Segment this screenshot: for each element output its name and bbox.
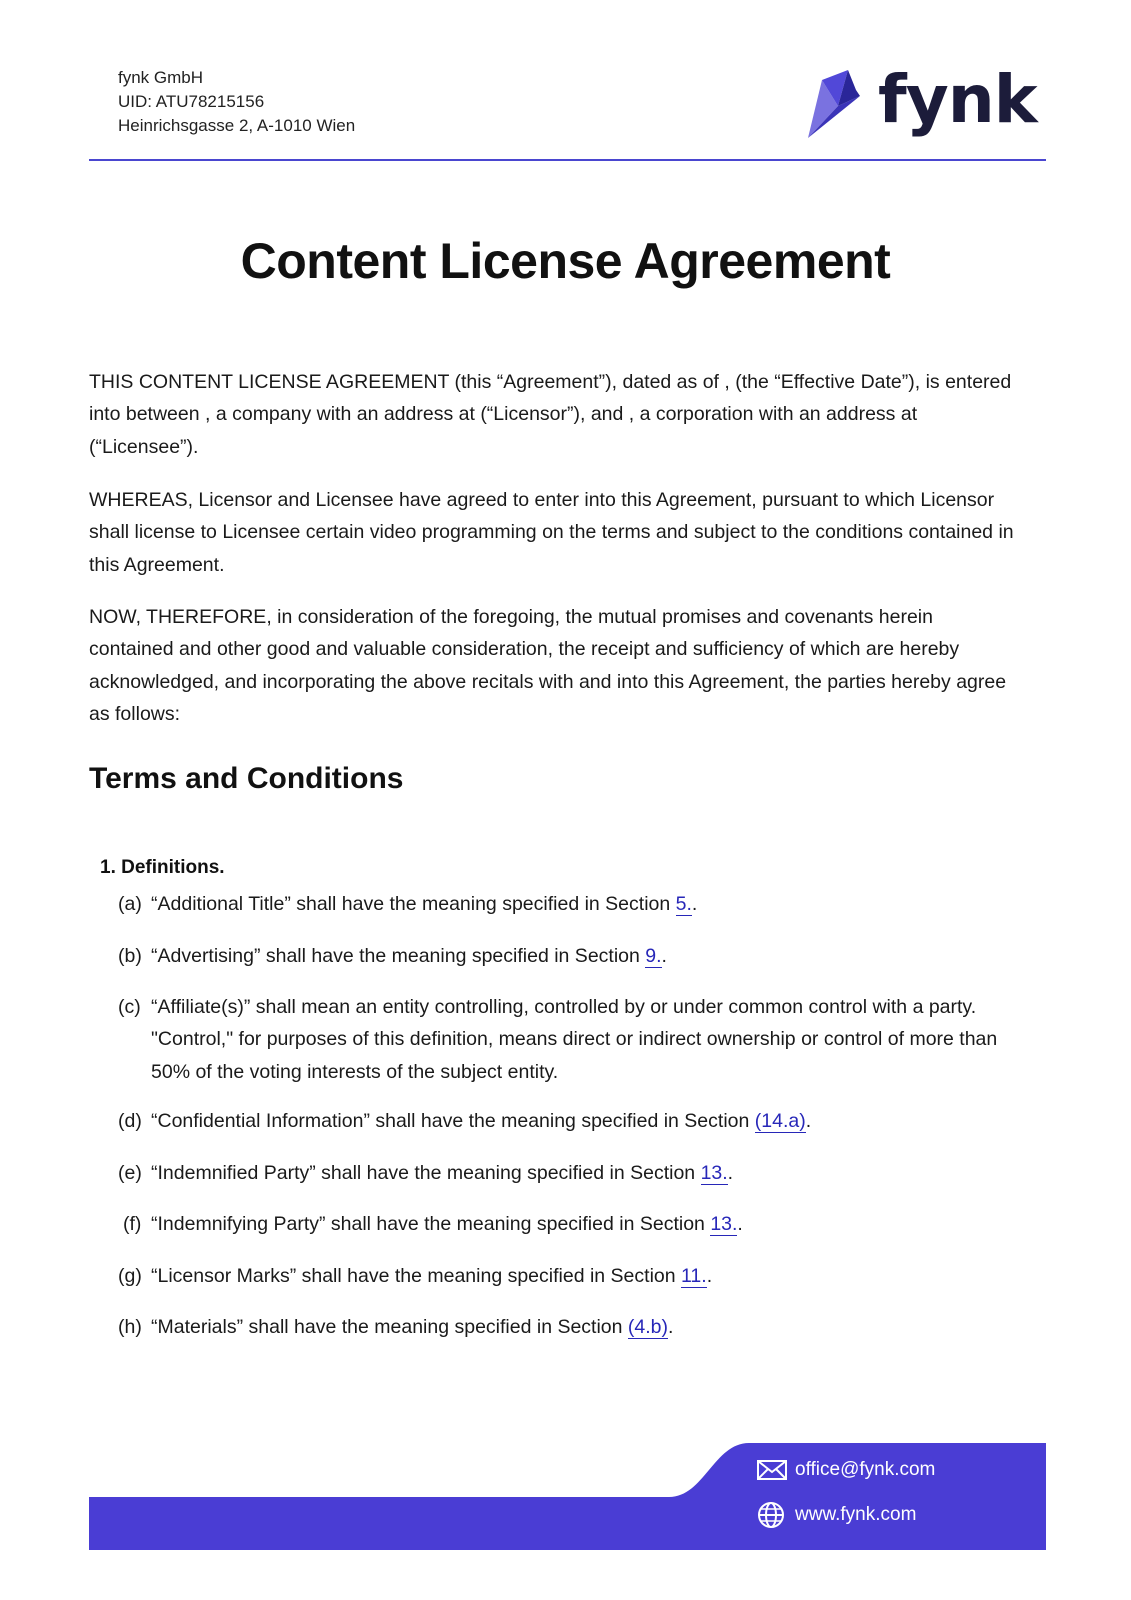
definition-item: [118, 1105, 1038, 1137]
company-address: Heinrichsgasse 2, A-1010 Wien: [118, 116, 356, 135]
definition-item: [118, 1208, 1038, 1240]
section-reference-link[interactable]: 13.: [710, 1213, 738, 1235]
section-heading: Terms and Conditions: [89, 762, 404, 795]
definition-item: [118, 940, 1038, 972]
definition-end: .: [737, 1213, 743, 1235]
page-title: Content License Agreement: [240, 233, 891, 289]
section-reference-link[interactable]: 5.: [675, 893, 692, 915]
section-reference-link[interactable]: 11.: [681, 1265, 707, 1287]
definition-end: .: [661, 945, 667, 967]
definition-text: “Indemnifying Party” shall have the meaning specified in Section: [151, 1213, 711, 1235]
definition-letter: (g): [118, 1265, 142, 1287]
definition-letter: (a): [118, 893, 142, 915]
definition-text: “Additional Title” shall have the meaning specified in Section: [151, 893, 676, 915]
definition-item: [118, 1311, 1038, 1343]
definition-item: [118, 1260, 1038, 1292]
email-text: office@fynk.com: [795, 1459, 936, 1480]
definition-item: [118, 888, 1038, 920]
company-info: [118, 66, 355, 138]
definition-text: “Indemnified Party” shall have the meaning specified in Section: [151, 1162, 701, 1184]
definition-letter: (e): [118, 1162, 142, 1184]
section-reference-link[interactable]: 13.: [700, 1162, 728, 1184]
logo-wordmark: fynk: [878, 61, 1037, 138]
definition-item: [118, 991, 1038, 1088]
globe-icon: [757, 1501, 789, 1529]
footer-website[interactable]: [757, 1500, 916, 1530]
definition-end: .: [805, 1110, 812, 1132]
section-reference-link[interactable]: (14.a): [754, 1110, 806, 1132]
definition-text: “Affiliate(s)” shall mean an entity controlling, controlled by or under common control with a party. "Control," for purposes of this definition, means direct or indirect ownership or control of more than 50% of the voting interests of the subject entity.: [151, 996, 998, 1083]
definition-text: “Licensor Marks” shall have the meaning specified in Section: [151, 1265, 682, 1287]
section-reference-link[interactable]: 9.: [645, 945, 662, 967]
definition-letter: (h): [118, 1316, 142, 1338]
definition-item: [118, 1157, 1038, 1189]
definition-end: .: [706, 1265, 713, 1287]
company-name: fynk GmbH: [118, 68, 204, 87]
company-uid: UID: ATU78215156: [118, 92, 265, 111]
definition-letter: (c): [118, 996, 141, 1018]
definition-text: “Confidential Information” shall have the meaning specified in Section: [151, 1110, 755, 1132]
whereas-paragraph: WHEREAS, Licensor and Licensee have agreed to enter into this Agreement, pursuant to which Licensor shall license to Licensee certain video programming on the terms and subject to the conditions contained in this Agreement.: [89, 489, 1014, 576]
preamble-paragraph: THIS CONTENT LICENSE AGREEMENT (this “Agreement”), dated as of , (the “Effective Date”), is entered into between , a company with an address at (“Licensor”), and , a corporation with an address at (“Licensee”).: [89, 371, 1012, 458]
definitions-heading: 1. Definitions.: [100, 857, 225, 878]
section-reference-link[interactable]: (4.b): [627, 1316, 669, 1338]
fynk-logo: [808, 61, 1037, 142]
header-divider: [89, 159, 1046, 161]
definition-letter: (f): [123, 1213, 142, 1235]
definition-text: “Materials” shall have the meaning specified in Section: [151, 1316, 628, 1338]
envelope-icon: [757, 1456, 789, 1484]
definition-end: .: [691, 893, 698, 915]
definition-letter: (d): [118, 1110, 142, 1132]
website-text: www.fynk.com: [795, 1504, 917, 1525]
bird-logo-icon: [808, 62, 878, 142]
definition-text: “Advertising” shall have the meaning specified in Section: [151, 945, 646, 967]
definition-end: .: [668, 1316, 674, 1338]
definition-letter: (b): [118, 945, 142, 967]
definition-end: .: [727, 1162, 734, 1184]
therefore-paragraph: NOW, THEREFORE, in consideration of the foregoing, the mutual promises and covenants herein contained and other good and valuable consideration, the receipt and sufficiency of which are hereby acknowledged, and incorporating the above recitals with and into this Agreement, the parties hereby agree as follows:: [89, 606, 1007, 725]
footer-email[interactable]: [757, 1455, 935, 1485]
